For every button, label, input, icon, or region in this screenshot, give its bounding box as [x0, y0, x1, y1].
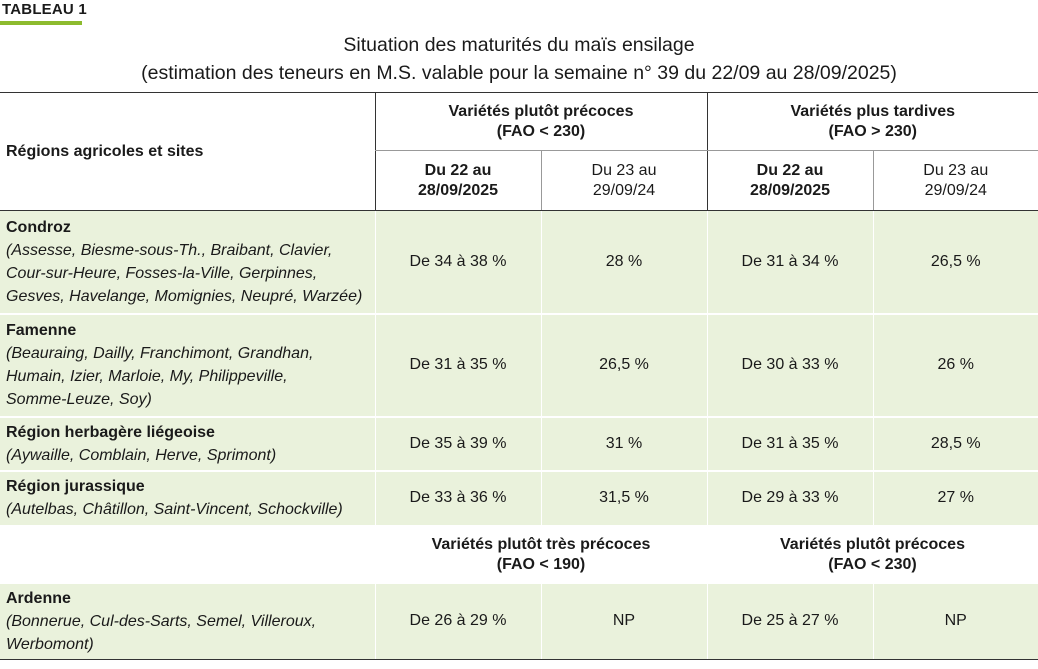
- subheader-early-2024: [541, 151, 707, 211]
- region-cell: [0, 417, 375, 471]
- table-row: [0, 584, 1038, 660]
- region-name: Région jurassique: [6, 478, 145, 495]
- value-cell: De 25 à 27 %: [707, 584, 873, 660]
- value-cell: De 33 à 36 %: [375, 471, 541, 526]
- region-cell: [0, 471, 375, 526]
- tag-underline: [0, 21, 82, 25]
- region-name: Ardenne: [6, 589, 71, 607]
- group-header-early-ardenne: [707, 526, 1038, 584]
- region-sites: Somme-Leuze, Soy): [6, 391, 152, 408]
- region-cell: [0, 584, 375, 660]
- header-row: [0, 93, 1038, 151]
- region-sites: (Beauraing, Dailly, Franchimont, Grandhan,: [6, 345, 314, 362]
- subheader-late-2024-line2: 29/09/24: [924, 181, 987, 199]
- value-cell: De 30 à 33 %: [707, 314, 873, 417]
- region-column-header: Régions agricoles et sites: [0, 93, 375, 211]
- group-header-early: [375, 93, 707, 151]
- table-row: [0, 314, 1038, 417]
- subheader-late-2025-line1: Du 22 au: [756, 161, 824, 179]
- value-cell: 27 %: [873, 471, 1038, 526]
- region-sites: Gesves, Havelange, Momignies, Neupré, Warzée): [6, 287, 363, 305]
- group-header-early-ardenne-line1: Variétés plutôt précoces: [780, 536, 965, 553]
- region-sites: (Assesse, Biesme-sous-Th., Braibant, Clavier,: [6, 241, 333, 259]
- value-cell: 31,5 %: [541, 471, 707, 526]
- value-cell: 26,5 %: [873, 211, 1038, 314]
- table-row: [0, 471, 1038, 526]
- group-header-early-line1: Variétés plutôt précoces: [448, 102, 634, 120]
- table-subtitle: (estimation des teneurs en M.S. valable pour la semaine n° 39 du 22/09 au 28/09/2025): [141, 62, 897, 84]
- table-tag: [0, 0, 87, 26]
- region-cell: [0, 314, 375, 417]
- subheader-late-2025-line2: 28/09/2025: [749, 181, 831, 199]
- value-cell: De 26 à 29 %: [375, 584, 541, 660]
- region-name: Condroz: [6, 218, 71, 236]
- group-header-very-early: [375, 526, 707, 584]
- region-sites: (Bonnerue, Cul-des-Sarts, Semel, Villeroux,: [6, 612, 317, 630]
- region-cell: [0, 211, 375, 314]
- value-cell: 26,5 %: [541, 314, 707, 417]
- region-name: Famenne: [6, 322, 77, 339]
- group-header-early-line2: (FAO < 230): [496, 122, 586, 140]
- region-sites: Cour-sur-Heure, Fosses-la-Ville, Gerpinnes,: [6, 264, 318, 282]
- value-cell: De 29 à 33 %: [707, 471, 873, 526]
- group-header-late: [707, 93, 1038, 151]
- value-cell: De 31 à 35 %: [375, 314, 541, 417]
- region-sites: (Autelbas, Châtillon, Saint-Vincent, Schockville): [6, 501, 343, 518]
- subheader-early-2025-line1: Du 22 au: [424, 161, 492, 179]
- group-header-very-early-line2: (FAO < 190): [496, 556, 586, 573]
- value-cell: 26 %: [873, 314, 1038, 417]
- region-sites: Werbomont): [6, 635, 94, 653]
- region-sites: (Aywaille, Comblain, Herve, Sprimont): [6, 446, 277, 464]
- value-cell: 28 %: [541, 211, 707, 314]
- subheader-early-2024-line1: Du 23 au: [591, 161, 657, 179]
- group-header-late-line2: (FAO > 230): [828, 122, 917, 140]
- mid-header-row: [0, 526, 1038, 584]
- group-header-late-line1: Variétés plus tardives: [790, 102, 956, 120]
- subheader-late-2024: [873, 151, 1038, 211]
- value-cell: 28,5 %: [873, 417, 1038, 471]
- value-cell: De 35 à 39 %: [375, 417, 541, 471]
- value-cell: NP: [541, 584, 707, 660]
- subheader-early-2025-line2: 28/09/2025: [417, 181, 499, 199]
- value-cell: De 31 à 34 %: [707, 211, 873, 314]
- value-cell: 31 %: [541, 417, 707, 471]
- subheader-early-2024-line2: 29/09/24: [592, 181, 656, 199]
- group-header-very-early-line1: Variétés plutôt très précoces: [431, 536, 651, 553]
- maturity-table: [0, 92, 1038, 660]
- group-header-early-ardenne-line2: (FAO < 230): [828, 556, 917, 573]
- region-name: Région herbagère liégeoise: [6, 423, 215, 441]
- subheader-early-2025: [375, 151, 541, 211]
- subheader-late-2025: [707, 151, 873, 211]
- value-cell: De 31 à 35 %: [707, 417, 873, 471]
- value-cell: NP: [873, 584, 1038, 660]
- region-sites: Humain, Izier, Marloie, My, Philippeville,: [6, 368, 288, 385]
- table-title: Situation des maturités du maïs ensilage: [343, 34, 695, 56]
- subheader-late-2024-line1: Du 23 au: [923, 161, 989, 179]
- mid-header-spacer: [0, 526, 375, 584]
- table-tag-label: TABLEAU 1: [2, 1, 87, 18]
- value-cell: De 34 à 38 %: [375, 211, 541, 314]
- table-row: [0, 211, 1038, 314]
- table-row: [0, 417, 1038, 471]
